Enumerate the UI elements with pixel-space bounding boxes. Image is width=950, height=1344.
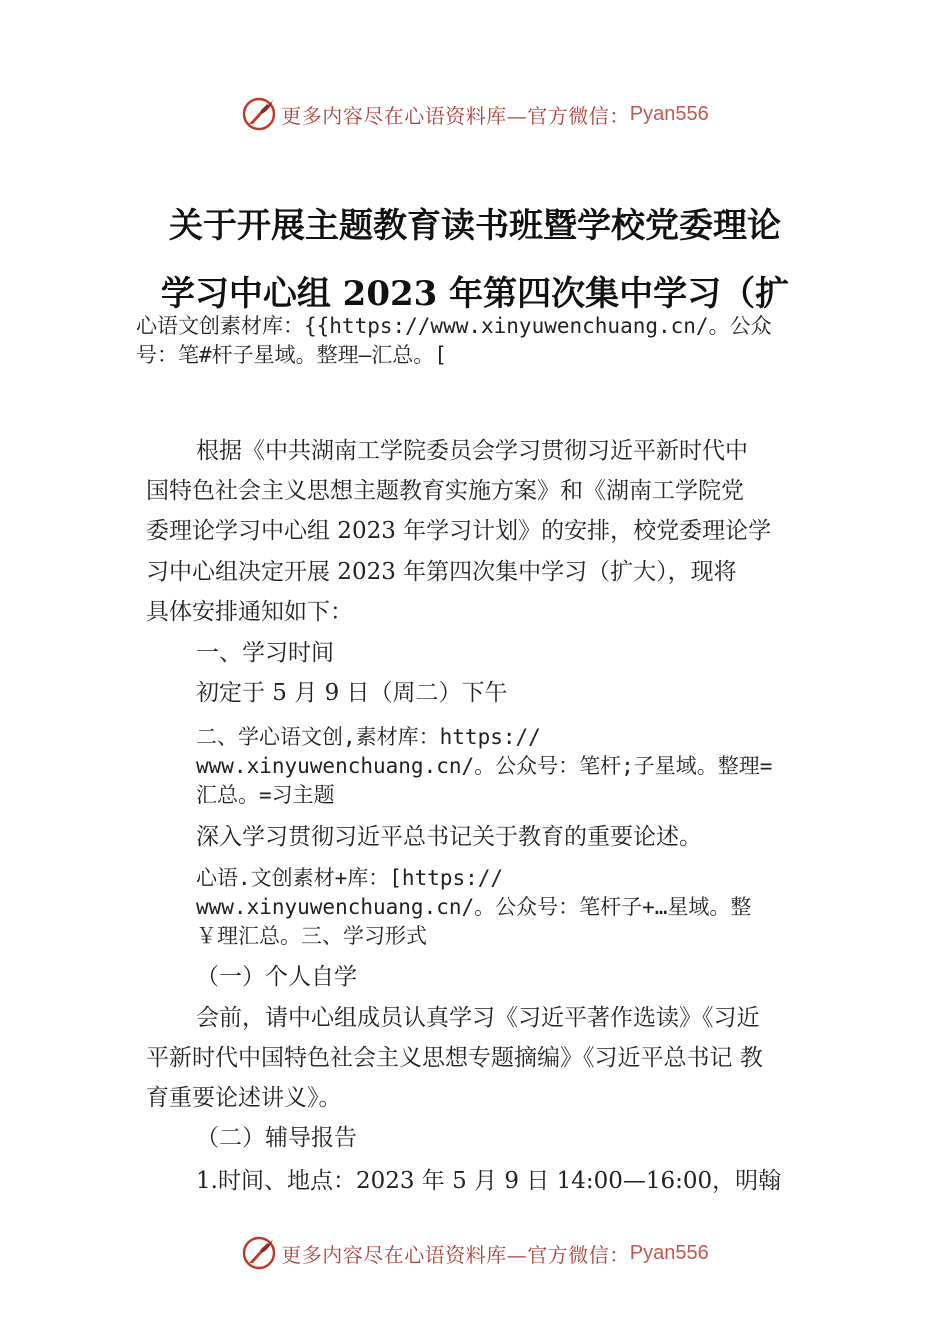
section-1-heading: 一、学习时间 (196, 640, 334, 666)
banner-text: 更多内容尽在心语资料库—官方微信： (281, 1242, 630, 1267)
quill-logo-icon (241, 96, 277, 132)
banner-wechat-id: Pyan556 (629, 1241, 709, 1264)
section-2-line-2: www.xinyuwenchuang.cn/。公众号：笔杆;子星域。整理= (196, 754, 773, 778)
section-2-line-3: 汇总。=习主题 (196, 783, 335, 807)
watermark-line-1: 心语文创素材库：{{https://www.xinyuwenchuang.cn/。公众 (136, 314, 772, 338)
subsection-1-line-2: 平新时代中国特色社会主义思想专题摘编》《习近平总书记 教 (146, 1045, 763, 1071)
banner-wechat-id: Pyan556 (629, 102, 709, 125)
watermark-2-line-2: www.xinyuwenchuang.cn/。公众号：笔杆子+…星域。整 (196, 895, 752, 919)
watermark-2-line-3: ￥理汇总。三、学习形式 (196, 924, 427, 948)
document-title-line-1: 关于开展主题教育读书班暨学校党委理论 (169, 206, 781, 246)
intro-line-3: 委理论学习中心组 2023 年学习计划》的安排，校党委理论学 (146, 518, 772, 544)
quill-logo-icon (241, 1235, 277, 1271)
intro-line-1: 根据《中共湖南工学院委员会学习贯彻习近平新时代中 (196, 438, 748, 464)
intro-line-5: 具体安排通知如下： (146, 599, 353, 625)
subsection-2-item-1: 1.时间、地点：2023 年 5 月 9 日 14:00—16:00，明翰 (196, 1168, 782, 1194)
footer-banner (0, 1233, 950, 1273)
subsection-1-line-3: 育重要论述讲义》。 (146, 1085, 342, 1111)
intro-line-4: 习中心组决定开展 2023 年第四次集中学习（扩大），现将 (146, 559, 737, 585)
watermark-2-line-1: 心语.文创素材+库：[https:// (196, 866, 504, 890)
section-1-text: 初定于 5 月 9 日（周二）下午 (196, 680, 508, 706)
banner-text: 更多内容尽在心语资料库—官方微信： (281, 103, 630, 128)
document-title-line-2: 学习中心组 2023 年第四次集中学习（扩 (160, 274, 790, 314)
theme-text: 深入学习贯彻习近平总书记关于教育的重要论述。 (196, 824, 702, 850)
intro-line-2: 国特色社会主义思想主题教育实施方案》和《湖南工学院党 (146, 478, 744, 504)
watermark-line-2: 号：笔#杆子星域。整理—汇总。[ (136, 343, 447, 367)
subsection-1-line-1: 会前，请中心组成员认真学习《习近平著作选读》《习近 (196, 1005, 760, 1031)
section-2-line-1: 二、学心语文创,素材库：https:// (196, 725, 541, 749)
subsection-2-heading: （二）辅导报告 (196, 1125, 357, 1151)
header-banner (0, 94, 950, 134)
subsection-1-heading: （一）个人自学 (196, 964, 357, 990)
